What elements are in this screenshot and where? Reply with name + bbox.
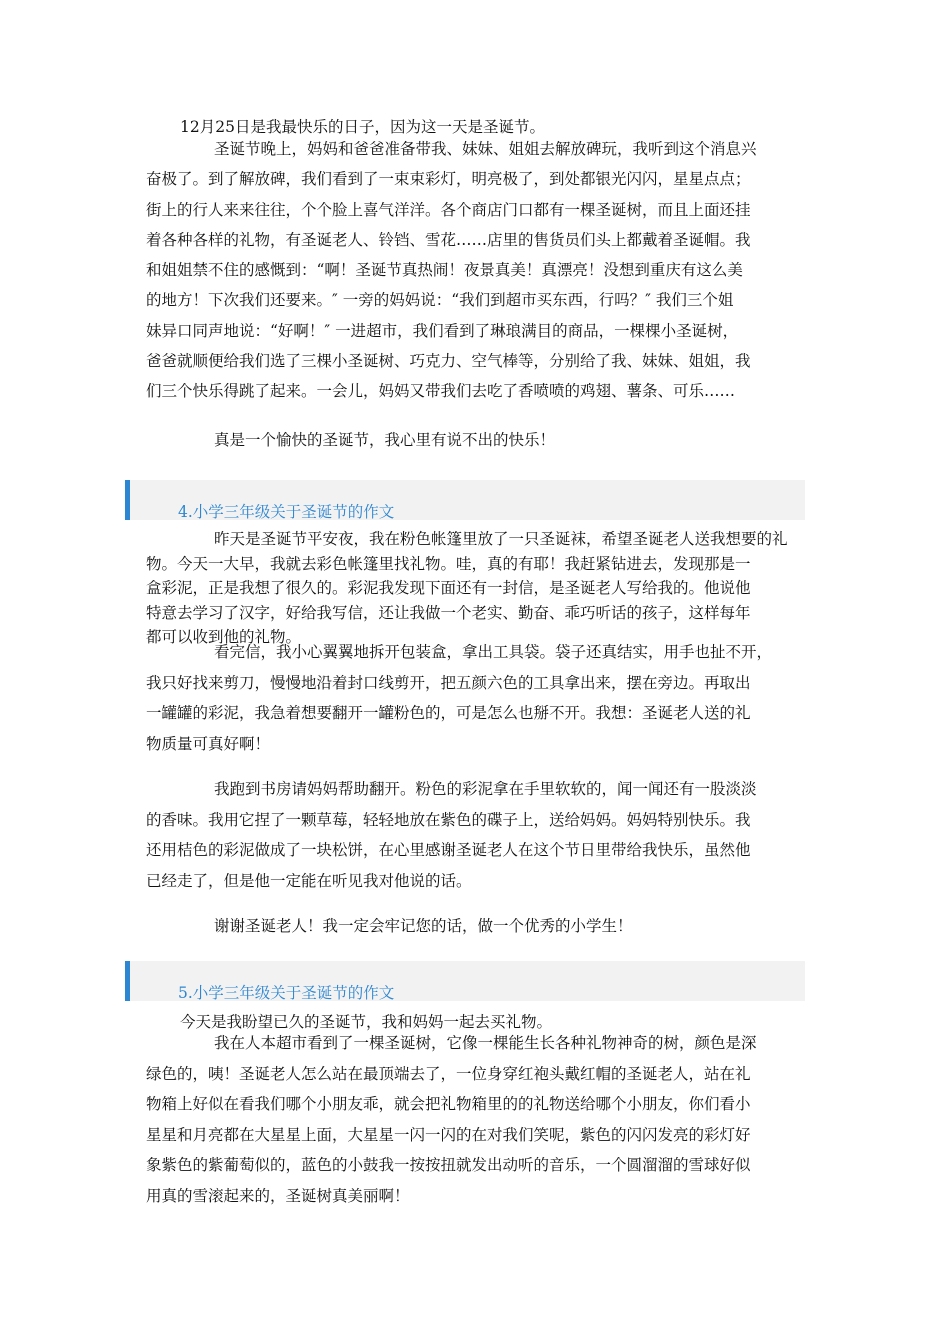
text-line: 用真的雪滚起来的，圣诞树真美丽啊！ (146, 1186, 410, 1205)
text-line: 物箱上好似在看我们哪个小朋友乖，就会把礼物箱里的的礼物送给哪个小朋友，你们看小 (146, 1095, 751, 1113)
section4-paragraph-2 (146, 637, 806, 759)
text-line: 奋极了。到了解放碑，我们看到了一束束彩灯，明亮极了，到处都银光闪闪，星星点点； (146, 170, 751, 189)
text-line: 我跑到书房请妈妈帮助翻开。粉色的彩泥拿在手里软软的，闻一闻还有一股淡淡 (214, 780, 757, 798)
heading-accent-bar (125, 480, 130, 520)
text-line: 特意去学习了汉字，好给我写信，还让我做一个老实、勤奋、乖巧听话的孩子，这样每年 (146, 603, 751, 622)
text-line: 的地方！下次我们还要来。″ 一旁的妈妈说：“我们到超市买东西，行吗？″ 我们三个姐 (146, 291, 734, 310)
text-line: 们三个快乐得跳了起来。一会儿，妈妈又带我们去吃了香喷喷的鸡翅、薯条、可乐…… (146, 382, 736, 401)
heading-accent-bar (125, 961, 130, 1001)
text-line: 圣诞节晚上，妈妈和爸爸准备带我、妹妹、姐姐去解放碑玩，我听到这个消息兴 (214, 140, 757, 158)
text-line: 星星和月亮都在大星星上面，大星星一闪一闪的在对我们笑呢，紫色的闪闪发亮的彩灯好 (146, 1125, 751, 1144)
text-line: 物质量可真好啊！ (146, 734, 271, 753)
section4-closing: 谢谢圣诞老人！我一定会牢记您的话，做一个优秀的小学生！ (214, 917, 633, 935)
text-line: 一罐罐的彩泥，我急着想要翻开一罐粉色的，可是怎么也掰不开。我想：圣诞老人送的礼 (146, 704, 751, 722)
text-line: 物。今天一大早，我就去彩色帐篷里找礼物。哇，真的有耶！我赶紧钻进去，发现那是一 (146, 554, 751, 573)
text-line: 象紫色的紫葡萄似的，蓝色的小鼓我一按按扭就发出动听的音乐，一个圆溜溜的雪球好似 (146, 1156, 751, 1174)
section-4-heading-bar (125, 480, 805, 520)
section4-paragraph-1 (146, 527, 806, 650)
text-line: 爸爸就顺便给我们选了三棵小圣诞树、巧克力、空气棒等，分别给了我、妹妹、姐姐，我 (146, 352, 751, 371)
text-line: 还用桔色的彩泥做成了一块松饼，在心里感谢圣诞老人在这个节日里带给我快乐，虽然他 (146, 841, 751, 859)
section-5-heading: 5.小学三年级关于圣诞节的作文 (178, 984, 395, 1002)
section-4-heading: 4.小学三年级关于圣诞节的作文 (178, 503, 395, 521)
text-line: 绿色的，咦！圣诞老人怎么站在最顶端去了，一位身穿红袍头戴红帽的圣诞老人，站在礼 (146, 1064, 751, 1083)
text-line: 我在人本超市看到了一棵圣诞树，它像一棵能生长各种礼物神奇的树，颜色是深 (214, 1034, 757, 1052)
text-line: 盒彩泥，正是我想了很久的。彩泥我发现下面还有一封信，是圣诞老人写给我的。他说他 (146, 579, 751, 598)
text-line: 着各种各样的礼物，有圣诞老人、铃铛、雪花……店里的售货员们头上都戴着圣诞帽。我 (146, 230, 751, 249)
text-line: 都可以收到他的礼物。 (146, 628, 302, 647)
text-line: 街上的行人来来往往，个个脸上喜气洋洋。各个商店门口都有一棵圣诞树，而且上面还挂 (146, 200, 751, 219)
section4-paragraph-3 (146, 774, 806, 896)
text-line: 看完信，我小心翼翼地拆开包装盒，拿出工具袋。袋子还真结实，用手也扯不开， (214, 643, 773, 661)
essay3-opening: 12月25日是我最快乐的日子，因为这一天是圣诞节。 (180, 118, 545, 136)
section5-paragraph-1 (146, 1028, 806, 1211)
section5-opening: 今天是我盼望已久的圣诞节，我和妈妈一起去买礼物。 (180, 1013, 553, 1031)
section-5-heading-bar (125, 961, 805, 1001)
text-line: 妹异口同声地说：“好啊！″ 一进超市，我们看到了琳琅满目的商品，一棵棵小圣诞树， (146, 321, 739, 340)
text-line: 已经走了，但是他一定能在听见我对他说的话。 (146, 871, 472, 890)
text-line: 我只好找来剪刀，慢慢地沿着封口线剪开，把五颜六色的工具拿出来，摆在旁边。再取出 (146, 673, 751, 692)
essay3-closing: 真是一个愉快的圣诞节，我心里有说不出的快乐！ (214, 431, 556, 449)
text-line: 昨天是圣诞节平安夜，我在粉色帐篷里放了一只圣诞袜，希望圣诞老人送我想要的礼 (214, 530, 788, 548)
essay3-paragraph-1 (146, 134, 806, 407)
text-line: 的香味。我用它捏了一颗草莓，轻轻地放在紫色的碟子上，送给妈妈。妈妈特别快乐。我 (146, 810, 751, 829)
text-line: 和姐姐禁不住的感慨到：“啊！圣诞节真热闹！夜景真美！真漂亮！没想到重庆有这么美 (146, 261, 743, 280)
